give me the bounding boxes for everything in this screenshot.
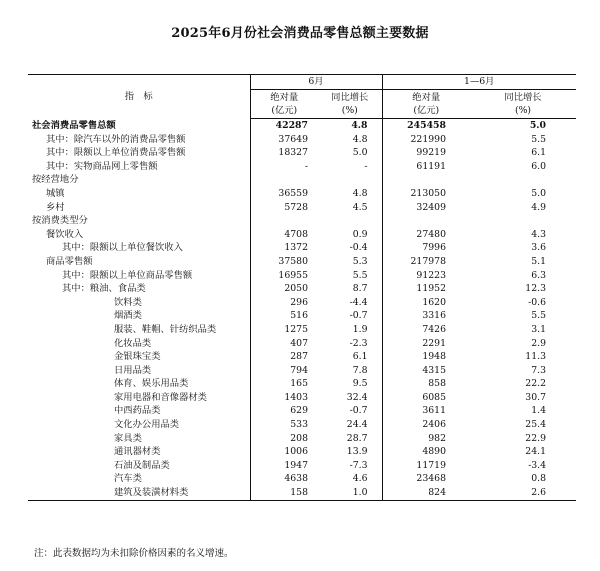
ytd-yoy: 2.9	[531, 337, 546, 349]
table-row	[28, 472, 576, 486]
june-absolute: 158	[250, 486, 318, 500]
june-absolute: 16955	[278, 269, 308, 281]
ytd-absolute: 27480	[416, 228, 446, 240]
june-absolute: 42287	[275, 120, 308, 131]
ytd-yoy	[470, 173, 576, 187]
june-absolute: 1275	[284, 323, 308, 335]
ytd-yoy: 4.3	[531, 228, 546, 240]
row-label: 其中：实物商品网上零售额	[28, 160, 250, 174]
june-yoy: 4.8	[318, 119, 382, 133]
row-label: 体育、娱乐用品类	[28, 377, 250, 391]
table-body	[28, 119, 576, 501]
row-label: 其中：限额以上单位商品零售额	[28, 269, 250, 283]
ytd-absolute: 245458	[407, 120, 446, 131]
table-row	[28, 201, 576, 215]
june-absolute: 5728	[284, 201, 308, 213]
ytd-yoy: 1.4	[531, 405, 546, 417]
june-absolute: 4638	[284, 473, 308, 485]
header-group-june: 6月	[250, 75, 382, 90]
row-label: 建筑及装潢材料类	[28, 486, 250, 500]
june-absolute: 533	[290, 419, 308, 431]
ytd-absolute: 61191	[416, 160, 446, 172]
june-absolute: 1947	[284, 459, 308, 471]
ytd-absolute: 11719	[416, 459, 446, 471]
ytd-absolute: 4315	[422, 364, 446, 376]
table-row	[28, 241, 576, 255]
table-row	[28, 377, 576, 391]
june-yoy: -0.7	[318, 404, 382, 418]
june-yoy: 5.5	[318, 269, 382, 283]
row-label: 石油及制品类	[28, 459, 250, 473]
june-yoy: 7.8	[318, 364, 382, 378]
june-yoy: 4.6	[318, 472, 382, 486]
june-yoy: 6.1	[318, 350, 382, 364]
june-yoy: 0.9	[318, 228, 382, 242]
row-label: 化妆品类	[28, 337, 250, 351]
ytd-absolute: 99219	[416, 147, 446, 159]
june-absolute: 287	[290, 351, 308, 363]
ytd-yoy: 12.3	[525, 283, 546, 295]
ytd-absolute	[382, 214, 470, 228]
june-yoy: -7.3	[318, 459, 382, 473]
ytd-yoy: 22.9	[525, 432, 546, 444]
ytd-yoy: 22.2	[525, 378, 546, 390]
june-absolute: 1403	[284, 391, 308, 403]
june-yoy: -4.4	[318, 296, 382, 310]
june-yoy: 1.0	[318, 486, 382, 500]
ytd-yoy: 6.0	[531, 160, 546, 172]
june-yoy: 4.8	[318, 187, 382, 201]
june-absolute: 37580	[278, 255, 308, 267]
table-row	[28, 337, 576, 351]
ytd-absolute: 32409	[416, 201, 446, 213]
june-yoy	[318, 173, 382, 187]
june-absolute: 165	[290, 378, 308, 390]
row-label: 文化办公用品类	[28, 418, 250, 432]
header-abs-ytd: 绝对量 (亿元)	[382, 90, 470, 119]
table-row	[28, 228, 576, 242]
june-yoy: 9.5	[318, 377, 382, 391]
row-label: 其中：限额以上单位餐饮收入	[28, 241, 250, 255]
table-row	[28, 119, 576, 133]
june-absolute	[250, 173, 318, 187]
table-row	[28, 173, 576, 187]
ytd-absolute: 23468	[416, 473, 446, 485]
june-yoy: 4.8	[318, 133, 382, 147]
june-absolute: -	[304, 160, 308, 172]
june-absolute: 2050	[284, 283, 308, 295]
june-absolute: 629	[290, 405, 308, 417]
june-absolute: 794	[290, 364, 308, 376]
ytd-absolute: 824	[382, 486, 470, 500]
row-label: 按消费类型分	[28, 214, 250, 228]
june-yoy: 4.5	[318, 201, 382, 215]
table-row	[28, 391, 576, 405]
june-absolute: 296	[290, 296, 308, 308]
ytd-yoy: -0.6	[528, 296, 546, 308]
june-yoy: 28.7	[318, 432, 382, 446]
ytd-absolute: 217978	[410, 255, 446, 267]
header-yoy-june: 同比增长 (%)	[318, 90, 382, 119]
ytd-yoy: 5.0	[531, 187, 546, 199]
june-yoy: 32.4	[318, 391, 382, 405]
june-yoy: -0.7	[318, 309, 382, 323]
row-label: 金银珠宝类	[28, 350, 250, 364]
ytd-absolute: 91223	[416, 269, 446, 281]
june-yoy: -	[318, 160, 382, 174]
ytd-yoy: 4.9	[531, 201, 546, 213]
june-absolute: 1006	[284, 446, 308, 458]
ytd-yoy: 6.1	[531, 147, 546, 159]
table-row	[28, 404, 576, 418]
table-row	[28, 160, 576, 174]
row-label: 商品零售额	[28, 255, 250, 269]
row-label: 日用品类	[28, 364, 250, 378]
june-yoy: 24.4	[318, 418, 382, 432]
ytd-absolute: 213050	[410, 187, 446, 199]
row-label: 社会消费品零售总额	[28, 119, 250, 133]
ytd-yoy: 5.1	[531, 255, 546, 267]
ytd-yoy: 6.3	[531, 269, 546, 281]
header-indicator: 指 标	[28, 75, 250, 119]
ytd-yoy: 5.0	[529, 120, 546, 131]
ytd-absolute: 3316	[422, 310, 446, 322]
june-yoy: 1.9	[318, 323, 382, 337]
ytd-yoy: 5.5	[531, 133, 546, 145]
ytd-yoy: 11.3	[525, 351, 546, 363]
june-yoy: 5.3	[318, 255, 382, 269]
ytd-absolute: 1948	[422, 351, 446, 363]
table-row	[28, 350, 576, 364]
row-label: 餐饮收入	[28, 228, 250, 242]
june-yoy: -2.3	[318, 337, 382, 351]
ytd-yoy: 25.4	[525, 419, 546, 431]
page-title: 2025年6月份社会消费品零售总额主要数据	[171, 26, 429, 41]
ytd-yoy: -3.4	[528, 459, 546, 471]
table-row	[28, 282, 576, 296]
table-row	[28, 418, 576, 432]
ytd-absolute: 6085	[422, 391, 446, 403]
table-row	[28, 214, 576, 228]
row-label: 其中：粮油、食品类	[28, 282, 250, 296]
june-absolute: 18327	[278, 147, 308, 159]
header-abs-june: 绝对量 (亿元)	[250, 90, 318, 119]
june-absolute: 1372	[284, 242, 308, 254]
june-yoy	[318, 214, 382, 228]
june-absolute: 36559	[278, 187, 308, 199]
ytd-absolute: 3611	[422, 405, 446, 417]
june-absolute: 208	[290, 432, 308, 444]
june-yoy: 13.9	[318, 445, 382, 459]
june-yoy: -0.4	[318, 241, 382, 255]
ytd-absolute: 7426	[422, 323, 446, 335]
june-absolute: 407	[290, 337, 308, 349]
row-label: 中西药品类	[28, 404, 250, 418]
header-yoy-ytd: 同比增长 (%)	[470, 90, 576, 119]
row-label: 其中：除汽车以外的消费品零售额	[28, 133, 250, 147]
table-row	[28, 269, 576, 283]
row-label: 其中：限额以上单位消费品零售额	[28, 146, 250, 160]
june-yoy: 8.7	[318, 282, 382, 296]
table-row	[28, 255, 576, 269]
ytd-absolute: 7996	[422, 242, 446, 254]
ytd-yoy: 3.6	[531, 242, 546, 254]
row-label: 饮料类	[28, 296, 250, 310]
ytd-yoy	[470, 214, 576, 228]
june-absolute: 516	[290, 310, 308, 322]
ytd-yoy: 30.7	[525, 391, 546, 403]
ytd-absolute: 858	[428, 378, 446, 390]
table-row	[28, 187, 576, 201]
row-label: 乡村	[28, 201, 250, 215]
ytd-absolute: 982	[428, 432, 446, 444]
table-row	[28, 432, 576, 446]
june-absolute: 4708	[284, 228, 308, 240]
retail-sales-table	[28, 74, 576, 501]
ytd-yoy: 3.1	[531, 323, 546, 335]
table-row	[28, 445, 576, 459]
june-yoy: 5.0	[318, 146, 382, 160]
june-absolute	[250, 214, 318, 228]
ytd-absolute: 2406	[422, 419, 446, 431]
june-absolute: 37649	[278, 133, 308, 145]
row-label: 城镇	[28, 187, 250, 201]
table-row	[28, 364, 576, 378]
ytd-absolute: 11952	[416, 283, 446, 295]
ytd-yoy: 5.5	[531, 310, 546, 322]
table-row	[28, 486, 576, 500]
row-label: 通讯器材类	[28, 445, 250, 459]
ytd-yoy: 7.3	[531, 364, 546, 376]
row-label: 按经营地分	[28, 173, 250, 187]
ytd-absolute: 1620	[422, 296, 446, 308]
table-row	[28, 323, 576, 337]
row-label: 家具类	[28, 432, 250, 446]
ytd-yoy: 0.8	[531, 473, 546, 485]
table-row	[28, 296, 576, 310]
ytd-absolute: 221990	[410, 133, 446, 145]
ytd-absolute	[382, 173, 470, 187]
row-label: 家用电器和音像器材类	[28, 391, 250, 405]
ytd-absolute: 2291	[422, 337, 446, 349]
table-footnote: 注：此表数据均为未扣除价格因素的名义增速。	[34, 548, 234, 559]
row-label: 烟酒类	[28, 309, 250, 323]
ytd-yoy: 24.1	[525, 446, 546, 458]
table-row	[28, 133, 576, 147]
ytd-absolute: 4890	[422, 446, 446, 458]
row-label: 汽车类	[28, 472, 250, 486]
header-group-ytd: 1—6月	[382, 75, 576, 90]
table-row	[28, 146, 576, 160]
table-row	[28, 459, 576, 473]
ytd-yoy: 2.6	[470, 486, 576, 500]
table-row	[28, 309, 576, 323]
row-label: 服装、鞋帽、针纺织品类	[28, 323, 250, 337]
